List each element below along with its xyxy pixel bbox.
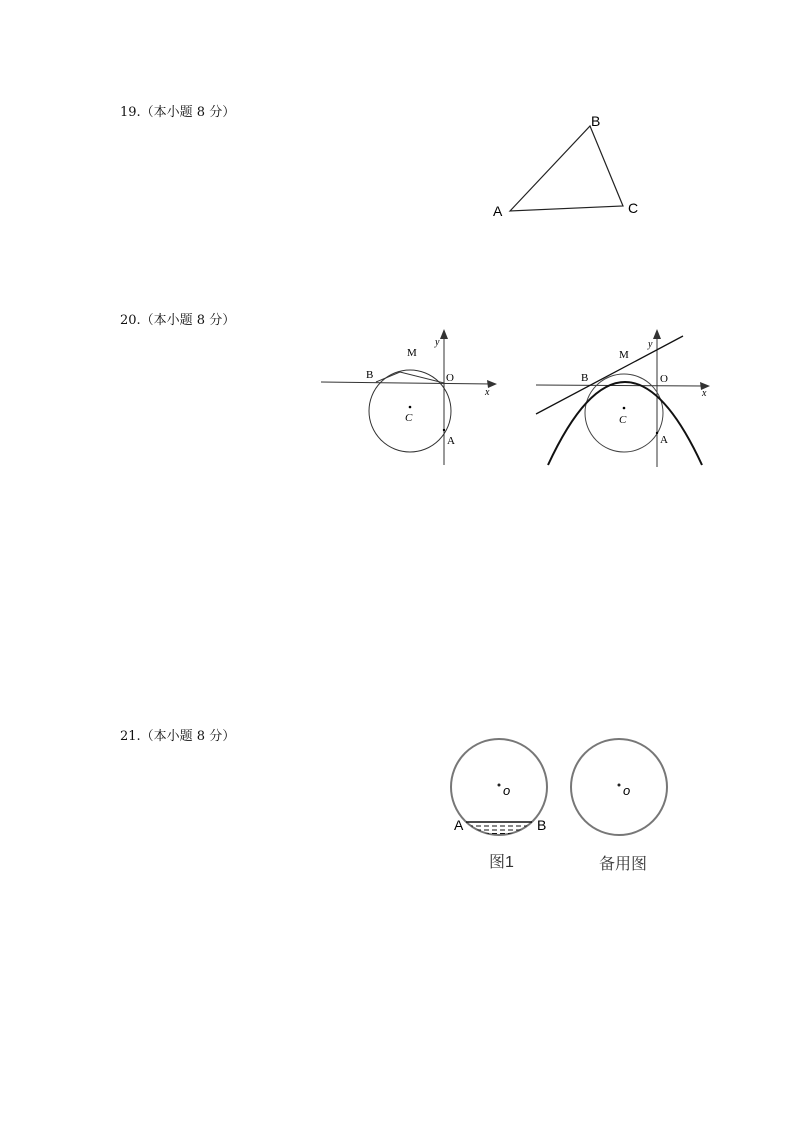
point-a [656,432,658,434]
point-label-a: A [660,434,668,446]
point-label-b: B [581,372,589,384]
vertex-label-c: C [628,200,639,216]
circle-c [369,370,451,452]
center-label-o-spare: o [623,783,631,798]
figure-21 [440,730,680,880]
figure-20-left [315,325,505,470]
figure-19-triangle [485,110,645,225]
circle-o [451,739,547,835]
point-label-c: C [619,414,627,426]
center-label-o: o [503,783,511,798]
point-label-a: A [454,817,464,833]
point-label-o: O [446,372,454,384]
y-axis-arrow [440,329,448,339]
point-a [443,429,445,431]
center-point-c [623,407,626,410]
vertex-label-b: B [591,113,601,129]
vertex-label-a: A [493,203,503,219]
point-label-c: C [405,412,413,424]
center-point-c [409,406,412,409]
point-label-b: B [366,369,374,381]
circle-o-spare [571,739,667,835]
point-label-a: A [447,435,455,447]
y-axis-label: y [435,337,440,348]
point-label-b: B [537,817,547,833]
spare-figure [571,739,667,873]
point-label-o: O [660,373,668,385]
point-label-m: M [619,349,629,361]
x-axis [536,385,704,386]
question-19-label: 19.（本小题 8 分） [120,105,236,120]
triangle-abc [510,126,623,211]
figure-1-caption: 图1 [489,854,514,871]
figure-20-right [530,325,720,470]
spare-figure-caption: 备用图 [599,856,648,873]
x-axis-label: x [485,387,490,398]
point-label-m: M [407,347,417,359]
y-axis-label: y [648,339,653,350]
figure-1 [451,739,547,871]
y-axis-arrow [653,329,661,339]
center-point-o [498,784,501,787]
x-axis-label: x [702,388,707,399]
question-20-label: 20.（本小题 8 分） [120,313,236,328]
x-axis [321,382,493,384]
center-point-o-spare [618,784,621,787]
question-21-label: 21.（本小题 8 分） [120,729,236,744]
